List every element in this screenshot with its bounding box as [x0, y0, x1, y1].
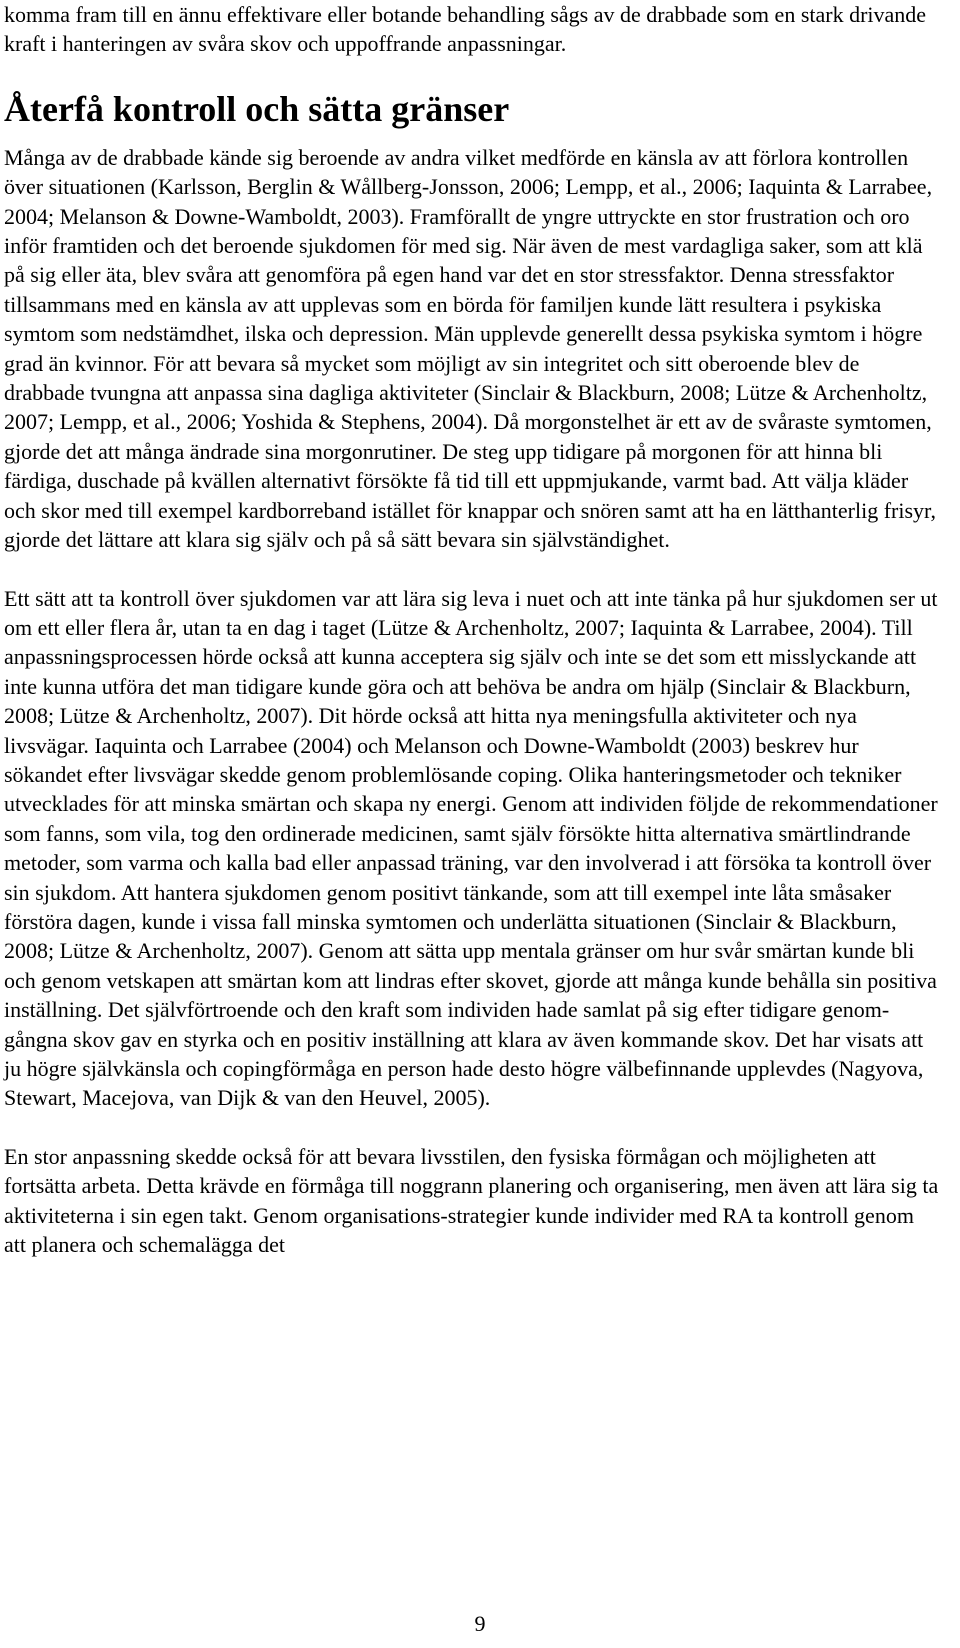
intro-paragraph-fragment: komma fram till en ännu effektivare eller botande behandling sågs av de drabbade som en stark drivande kraft i hanteringen av svåra skov och uppoffrande anpassningar. [4, 2, 927, 57]
body-paragraph-2: Ett sätt att ta kontroll över sjukdomen var att lära sig leva i nuet och att inte tänka på hur sjukdomen ser ut om ett eller flera år, utan ta en dag i taget (Lütze & Archenholtz, 2007; Iaquinta & Larrabee, 2004). Till anpassningsprocessen hörde också att kunna acceptera sig själv och inte se det som ett misslyckande att inte kunna utföra det man tidigare kunde göra och att behöva be andra om hjälp (Sinclair & Blackburn, 2008; Lütze & Archenholtz, 2007). Dit hörde också att hitta nya meningsfulla aktiviteter och nya livsvägar. Iaquinta och Larrabee (2004) och Melanson och Downe-Wamboldt (2003) beskrev hur sökandet efter livsvägar skedde genom problemlösande coping. Olika hanteringsmetoder och tekniker utvecklades för att minska smärtan och skapa ny energi. Genom att individen följde de rekommendationer som fanns, som vila, tog den ordinerade medicinen, samt själv försökte hitta alternativa smärtlindrande metoder, som varma och kalla bad eller anpassad träning, var den involverad i att försöka ta kontroll över sin sjukdom. Att hantera sjukdomen genom positivt tänkande, som att till exempel inte låta småsaker förstöra dagen, kunde i vissa fall minska symtomen och underlätta situationen (Sinclair & Blackburn, 2008; Lütze & Archenholtz, 2007). Genom att sätta upp mentala gränser om hur svår smärtan kunde bli och genom vetskapen att smärtan kom att lindras efter skovet, gjorde att många kunde behålla sin positiva inställning. Det självförtroende och den kraft som individen hade samlat på sig efter tidigare genom-gångna skov gav en styrka och en positiv inställning att klara av även kommande skov. Det har visats att ju högre självkänsla och copingförmåga en person hade desto högre välbefinnande upplevdes (Nagyova, Stewart, Macejova, van Dijk & van den Heuvel, 2005). [4, 585, 938, 1111]
body-paragraph-3: En stor anpassning skedde också för att bevara livsstilen, den fysiska förmågan och möjligheten att fortsätta arbeta. Detta krävde en förmåga till noggrann planering och organisering, men även att lära sig ta aktiviteterna i sin egen takt. Genom organisations-strategier kunde individer med RA ta kontroll genom att planera och schemalägga det [4, 1143, 939, 1258]
section-heading: Återfå kontroll och sätta gränser [4, 88, 510, 129]
document-body [4, 0, 939, 1259]
page-number: 9 [474, 1611, 486, 1636]
body-paragraph-1: Många av de drabbade kände sig beroende av andra vilket medförde en känsla av att förlora kontrollen över situationen (Karlsson, Berglin & Wållberg-Jonsson, 2006; Lempp, et al., 2006; Iaquinta & Larrabee, 2004; Melanson & Downe-Wamboldt, 2003). Framförallt de yngre uttryckte en stor frustration och oro inför framtiden och det beroende sjukdomen för med sig. När även de mest vardagliga saker, som att klä på sig eller äta, blev svåra att genomföra på egen hand var det en stor stressfaktor. Denna stressfaktor tillsammans med en känsla av att upplevas som en börda för familjen kunde lätt resultera i psykiska symtom som nedstämdhet, ilska och depression. Män upplevde generellt dessa psykiska symtom i högre grad än kvinnor. För att bevara så mycket som möjligt av sin integritet och sitt oberoende blev de drabbade tvungna att anpassa sina dagliga aktiviteter (Sinclair & Blackburn, 2008; Lütze & Archenholtz, 2007; Lempp, et al., 2006; Yoshida & Stephens, 2004). Då morgonstelhet är ett av de svåraste symtomen, gjorde det att många ändrade sina morgonrutiner. De steg upp tidigare på morgonen för att hinna bli färdiga, duschade på kvällen alternativt försökte få tid till ett uppmjukande, varmt bad. Att välja kläder och skor med till exempel kardborreband istället för knappar och snören samt att ha en lätthanterlig frisyr, gjorde det lättare att klara sig själv och på så sätt bevara sin självständighet. [4, 144, 936, 553]
